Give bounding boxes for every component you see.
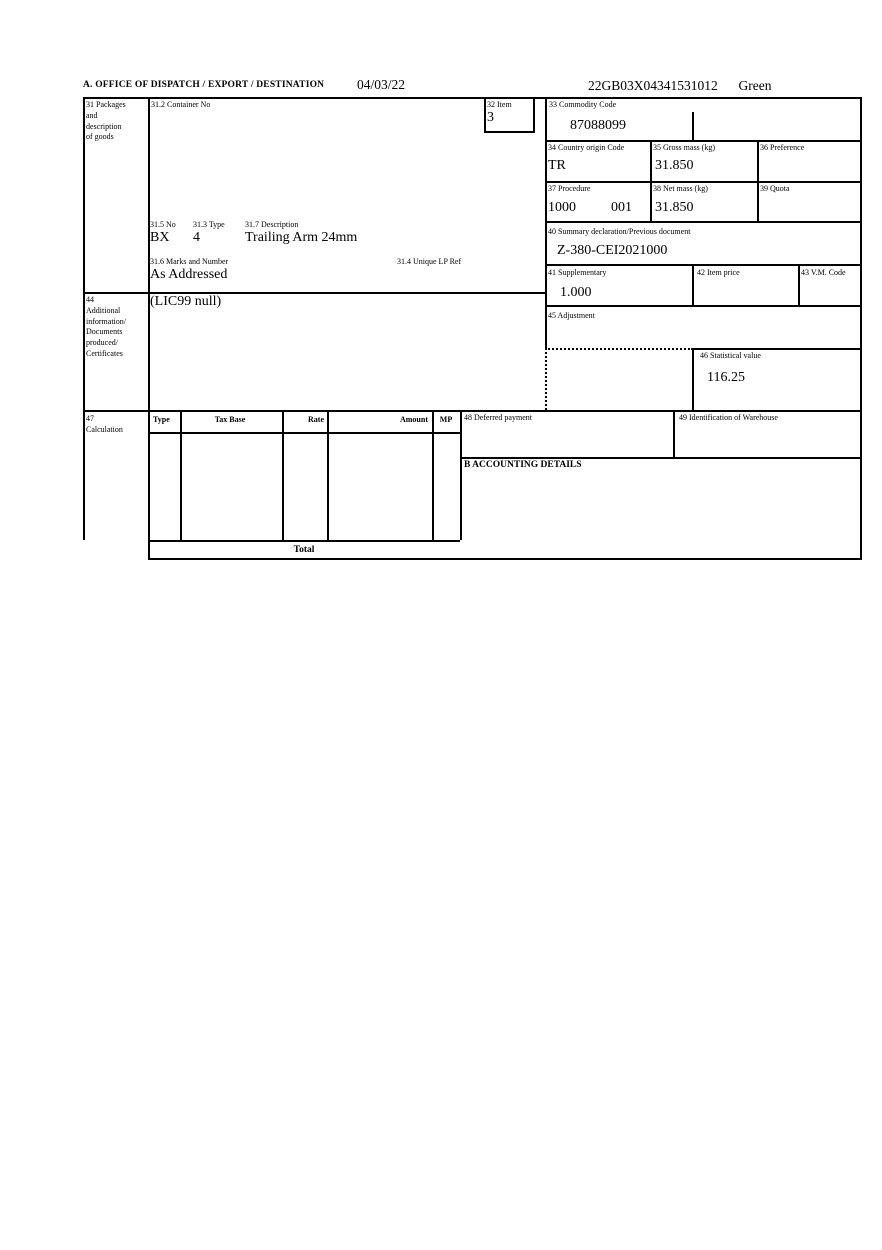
box31-label-line: of goods <box>86 132 114 142</box>
box44-label-line: Certificates <box>86 348 123 358</box>
container-no-label: 31.2 Container No <box>151 100 211 109</box>
grid-line <box>692 348 694 410</box>
item-number-value: 3 <box>487 110 494 125</box>
grid-line <box>484 131 535 133</box>
grid-line <box>484 97 486 133</box>
box31-label-line: 31 Packages <box>86 100 126 109</box>
marks-number-label: 31.6 Marks and Number <box>150 257 229 266</box>
goods-description-value: Trailing Arm 24mm <box>245 230 358 245</box>
grid-line <box>460 410 462 540</box>
grid-line <box>693 348 862 350</box>
box47-label <box>86 414 146 436</box>
calc-col-type: Type <box>153 415 170 424</box>
package-no-value: BX <box>150 230 170 245</box>
procedure-code2-value: 001 <box>611 200 632 215</box>
grid-line <box>148 558 862 560</box>
summary-declaration-value: Z-380-CEI2021000 <box>557 243 668 258</box>
procedure-label: 37 Procedure <box>548 184 591 193</box>
grid-line <box>757 140 759 223</box>
vm-code-label: 43 V.M. Code <box>801 268 846 277</box>
grid-line <box>432 410 434 540</box>
box47-label-line: Calculation <box>86 424 123 434</box>
adjustment-label: 45 Adjustment <box>548 311 595 320</box>
accounting-details-heading: B ACCOUNTING DETAILS <box>464 460 582 470</box>
grid-line <box>83 410 862 412</box>
supplementary-label: 41 Supplementary <box>548 268 607 277</box>
grid-line <box>282 410 284 540</box>
grid-line <box>545 97 547 350</box>
grid-line <box>83 97 862 99</box>
item-price-label: 42 Item price <box>697 268 740 277</box>
preference-label: 36 Preference <box>760 143 805 152</box>
box44-label-line: 44 <box>86 295 94 304</box>
package-no-label: 31.5 No <box>150 220 176 229</box>
statistical-value: 116.25 <box>707 370 745 385</box>
grid-line <box>798 264 800 307</box>
grid-line <box>692 264 694 307</box>
grid-line <box>650 140 652 223</box>
commodity-code-label: 33 Commodity Code <box>549 100 617 109</box>
grid-line <box>148 97 150 560</box>
calc-col-rate: Rate <box>308 415 324 424</box>
routing-status: Green <box>738 78 772 93</box>
country-origin-label: 34 Country origin Code <box>548 143 625 152</box>
grid-line <box>148 540 460 542</box>
procedure-code-value: 1000 <box>548 200 576 215</box>
net-mass-label: 38 Net mass (kg) <box>653 184 708 193</box>
office-of-dispatch-heading: A. OFFICE OF DISPATCH / EXPORT / DESTINATION <box>83 80 325 90</box>
marks-number-value: As Addressed <box>150 267 228 282</box>
gross-mass-value: 31.850 <box>655 158 694 173</box>
box44-label-line: produced/ <box>86 338 118 348</box>
grid-line <box>180 410 182 540</box>
box44-label-line: information/ <box>86 316 126 326</box>
box31-label <box>86 100 146 143</box>
grid-line <box>545 221 862 223</box>
grid-line <box>545 140 862 142</box>
supplementary-value: 1.000 <box>560 285 592 300</box>
grid-line <box>545 264 862 266</box>
dispatch-date: 04/03/22 <box>357 77 406 92</box>
country-origin-value: TR <box>548 158 566 173</box>
commodity-code-value: 87088099 <box>570 118 626 133</box>
grid-line <box>148 432 460 434</box>
calc-col-amount: Amount <box>399 415 428 424</box>
grid-line <box>460 457 862 459</box>
deferred-payment-label: 48 Deferred payment <box>464 413 532 422</box>
box44-label-line: Additional <box>86 305 121 315</box>
summary-declaration-label: 40 Summary declaration/Previous document <box>548 227 691 236</box>
package-type-value: 4 <box>193 230 200 245</box>
grid-line <box>673 410 675 457</box>
unique-lp-ref-label: 31.4 Unique LP Ref <box>397 257 462 266</box>
commodity-code-divider <box>692 112 694 140</box>
calc-col-mp: MP <box>439 415 453 424</box>
goods-description-label: 31.7 Description <box>245 220 299 229</box>
grid-line <box>83 97 85 540</box>
dotted-divider <box>545 348 693 350</box>
grid-line <box>545 181 862 183</box>
calc-col-tax-base: Tax Base <box>214 415 246 424</box>
warehouse-id-label: 49 Identification of Warehouse <box>679 413 778 422</box>
item-number-label: 32 Item <box>487 100 512 109</box>
declaration-reference-row <box>588 78 772 94</box>
total-label: Total <box>293 545 315 555</box>
declaration-reference-number: 22GB03X04341531012 <box>588 78 718 93</box>
net-mass-value: 31.850 <box>655 200 694 215</box>
quota-label: 39 Quota <box>760 184 790 193</box>
additional-info-value: (LIC99 null) <box>150 294 222 309</box>
gross-mass-label: 35 Gross mass (kg) <box>653 143 715 152</box>
box44-label-line: Documents <box>86 327 123 337</box>
package-type-label: 31.3 Type <box>193 220 225 229</box>
grid-line <box>545 305 862 307</box>
statistical-value-label: 46 Statistical value <box>700 351 761 360</box>
grid-line <box>327 410 329 540</box>
box31-label-line: and <box>86 110 98 120</box>
dotted-divider <box>545 348 547 410</box>
box47-label-line: 47 <box>86 414 94 423</box>
grid-line <box>533 97 535 133</box>
box44-label <box>86 295 148 360</box>
grid-line <box>860 97 862 560</box>
box31-label-line: description <box>86 121 122 131</box>
